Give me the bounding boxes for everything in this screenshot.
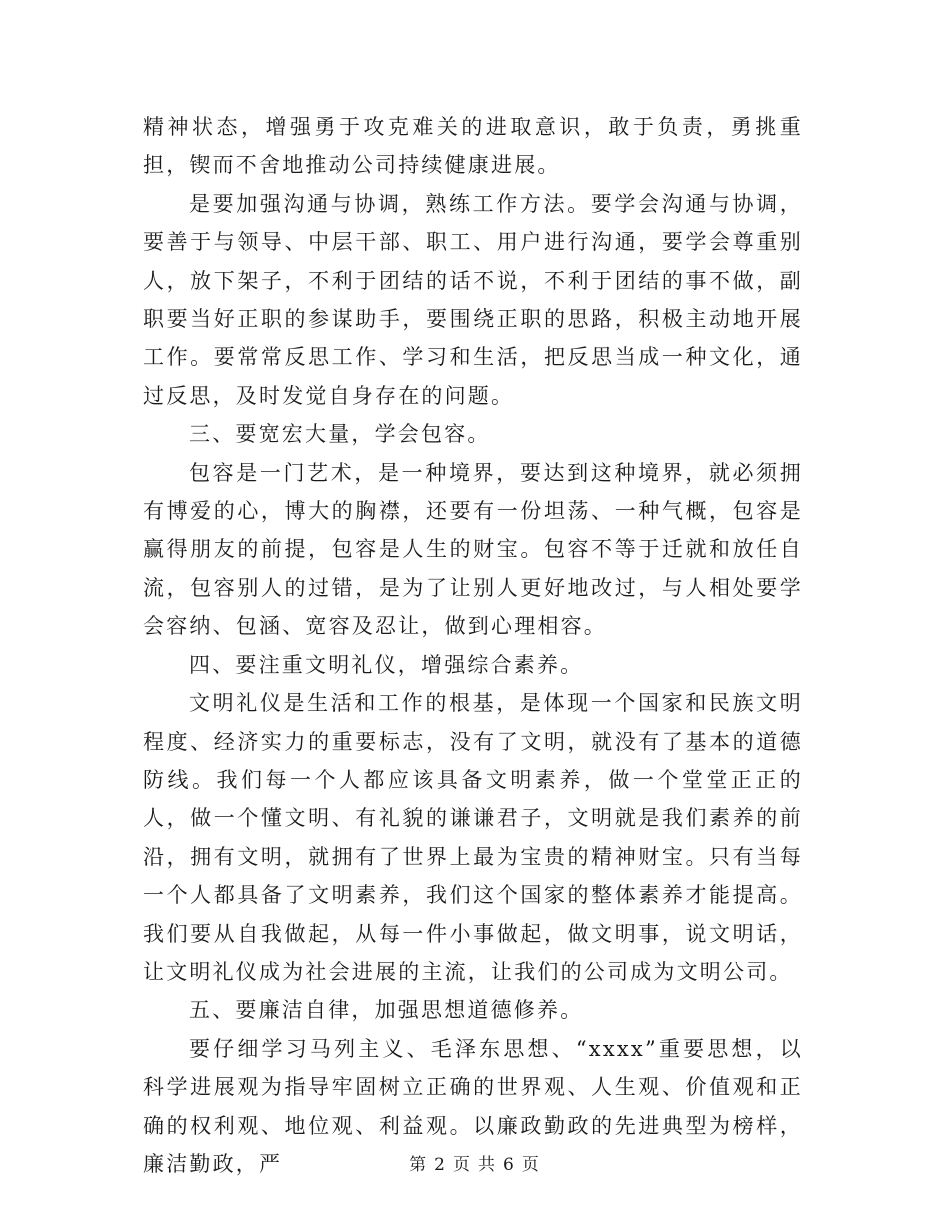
footer-prefix: 第 bbox=[409, 1155, 429, 1175]
paragraph-integrity: 要仔细学习马列主义、毛泽东思想、“xxxx”重要思想，以科学进展观为指导牢固树立正确的世界观、人生观、价值观和正确的权利观、地位观、利益观。以廉政勤政的先进典型为榜样，廉洁勤政，严 bbox=[143, 1036, 803, 1176]
footer-suffix: 页 bbox=[521, 1155, 541, 1175]
document-body bbox=[143, 108, 803, 1183]
section-heading-integrity: 五、要廉洁自律，加强思想道德修养。 bbox=[189, 998, 584, 1023]
paragraph-tolerance: 包容是一门艺术，是一种境界，要达到这种境界，就必须拥有博爱的心，博大的胸襟，还要有一份坦荡、一种气概，包容是赢得朋友的前提，包容是人生的财宝。包容不等于迁就和放任自流，包容别人的过错，是为了让别人更好地改过，与人相处要学会容纳、包涵、宽容及忍让，做到心理相容。 bbox=[143, 460, 803, 639]
footer-total-word: 共 bbox=[478, 1155, 497, 1175]
section-heading-tolerance: 三、要宽宏大量，学会包容。 bbox=[189, 422, 491, 447]
section-heading-etiquette: 四、要注重文明礼仪，增强综合素养。 bbox=[189, 652, 584, 677]
footer-total-pages: 6 bbox=[503, 1155, 516, 1175]
page-footer bbox=[0, 1150, 950, 1175]
paragraph-etiquette: 文明礼仪是生活和工作的根基，是体现一个国家和民族文明程度、经济实力的重要标志，没有了文明，就没有了基本的道德防线。我们每一个人都应该具备文明素养，做一个堂堂正正的人，做一个懂文明、有礼貌的谦谦君子，文明就是我们素养的前沿，拥有文明，就拥有了世界上最为宝贵的精神财宝。只有当每一个人都具备了文明素养，我们这个国家的整体素养才能提高。我们要从自我做起，从每一件小事做起，做文明事，说文明话，让文明礼仪成为社会进展的主流，让我们的公司成为文明公司。 bbox=[143, 691, 803, 984]
footer-page-word: 页 bbox=[453, 1155, 472, 1175]
paragraph-continuation: 精神状态，增强勇于攻克难关的进取意识，敢于负责，勇挑重担，锲而不舍地推动公司持续健康进展。 bbox=[143, 115, 803, 178]
footer-current-page: 2 bbox=[434, 1155, 447, 1175]
paragraph-communication: 是要加强沟通与协调，熟练工作方法。要学会沟通与协调，要善于与领导、中层干部、职工、用户进行沟通，要学会尊重别人，放下架子，不利于团结的话不说，不利于团结的事不做，副职要当好正职的参谋助手，要围绕正职的思路，积极主动地开展工作。要常常反思工作、学习和生活，把反思当成一种文化，通过反思，及时发觉自身存在的问题。 bbox=[143, 191, 803, 408]
